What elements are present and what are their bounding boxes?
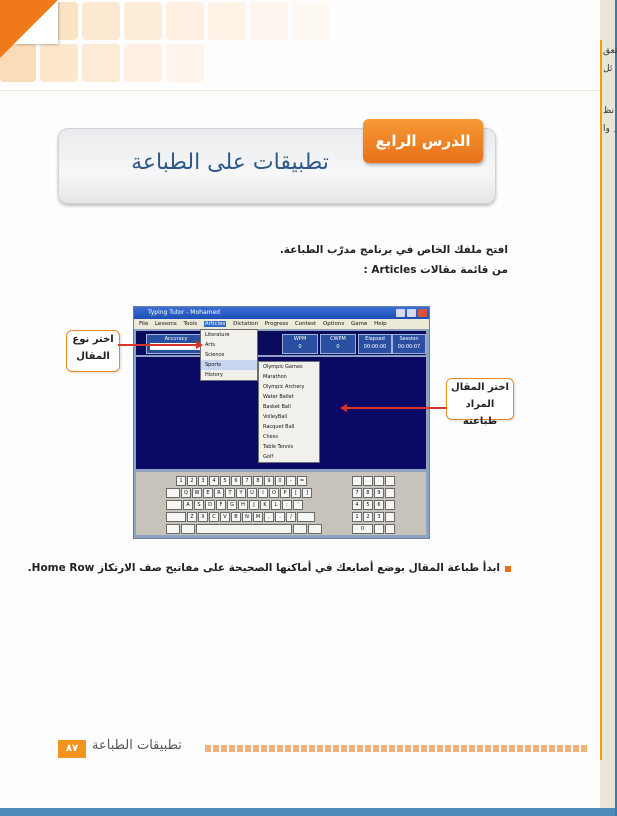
stats-bar: [136, 331, 426, 355]
menu-progress: Progress: [264, 321, 289, 327]
articles-sports: Sports: [201, 360, 257, 370]
menu-contest: Contest: [294, 321, 317, 327]
footer-title: تطبيقات الطباعة: [92, 738, 182, 753]
articles-literature: Literature: [205, 332, 230, 338]
lesson-badge: الدرس الرابع: [363, 119, 483, 163]
window-title: Typing Tutor - Mohamed: [148, 309, 220, 316]
sports-item: Chess: [263, 434, 278, 440]
page-number: ٨٧: [58, 740, 86, 758]
arrowhead-icon: [340, 404, 347, 412]
stat-session: Session 00:00:07: [392, 334, 426, 354]
stat-cwpm: CWPM 0: [320, 334, 356, 354]
menu-options: Options: [322, 321, 345, 327]
menu-dictation: Dictation: [233, 321, 258, 327]
articles-arts: Arts: [205, 342, 216, 348]
callout-article-type: اختر نوع المقال: [66, 330, 120, 372]
stat-elapsed: Elapsed 00:00:00: [358, 334, 392, 354]
intro-line-2: من قائمة مقالات Articles :: [363, 264, 508, 276]
bullet-icon: [505, 566, 511, 572]
instruction-text: ابدأ طباعة المقال بوضع أصابعك في أماكنها الصحيحة على مفاتيح صف الارتكاز Home Row.: [27, 562, 500, 574]
close-icon: [418, 309, 427, 317]
arrowhead-icon: [196, 341, 203, 349]
minimize-icon: [396, 309, 405, 317]
sports-item: Golf: [263, 454, 274, 460]
sports-submenu: [258, 361, 320, 463]
menu-help: Help: [374, 321, 387, 327]
typing-tutor-screenshot: [133, 306, 430, 539]
window-titlebar: [134, 307, 429, 319]
intro-line-1: افتح ملفك الخاص في برنامج مدرّب الطباعة.: [279, 244, 508, 256]
stat-accuracy: Accuracy: [146, 334, 206, 354]
lesson-title: تطبيقات على الطباعة: [131, 150, 329, 175]
app-menubar: [134, 319, 429, 329]
menu-lessons: Lessons: [154, 321, 177, 327]
adjacent-page-edge: تعق ئل نظ ِ وا: [600, 0, 615, 816]
sports-item: Marathon: [263, 374, 287, 380]
on-screen-keyboard: 1 2 3 4 5 6 7 8 9 0 - = Q W E R T Y U I O P [ ] A S D F G H J K L ; ' Z X C V B N M , . / 7 8 9 4 5 6 1 2 3 0: [136, 472, 426, 535]
menu-game: Game: [350, 321, 368, 327]
menu-file: File: [139, 321, 149, 327]
menu-tools: Tools: [183, 321, 198, 327]
stat-wpm: WPM 0: [282, 334, 318, 354]
articles-dropdown: [200, 329, 258, 381]
arrow-select-article: [346, 407, 446, 409]
sports-item: VolleyBall: [263, 414, 288, 420]
sports-item: Olympic Games: [263, 364, 303, 370]
sports-item: Table Tennis: [263, 444, 294, 450]
maximize-icon: [407, 309, 416, 317]
sports-item: Olympic Archery: [263, 384, 305, 390]
menu-articles: Articles: [204, 321, 226, 327]
articles-history: History: [205, 372, 223, 378]
sports-item: Racquet Ball: [263, 424, 295, 430]
sports-item: Water Ballet: [263, 394, 294, 400]
arrow-article-type: [118, 344, 198, 346]
bottom-edge: [0, 808, 615, 816]
sports-item: Basket Ball: [263, 404, 291, 410]
footer-dots: [205, 745, 595, 753]
page-corner-curl: [14, 0, 58, 44]
articles-science: Science: [205, 352, 225, 358]
callout-select-article: اختر المقال المراد طباعته: [446, 378, 514, 420]
